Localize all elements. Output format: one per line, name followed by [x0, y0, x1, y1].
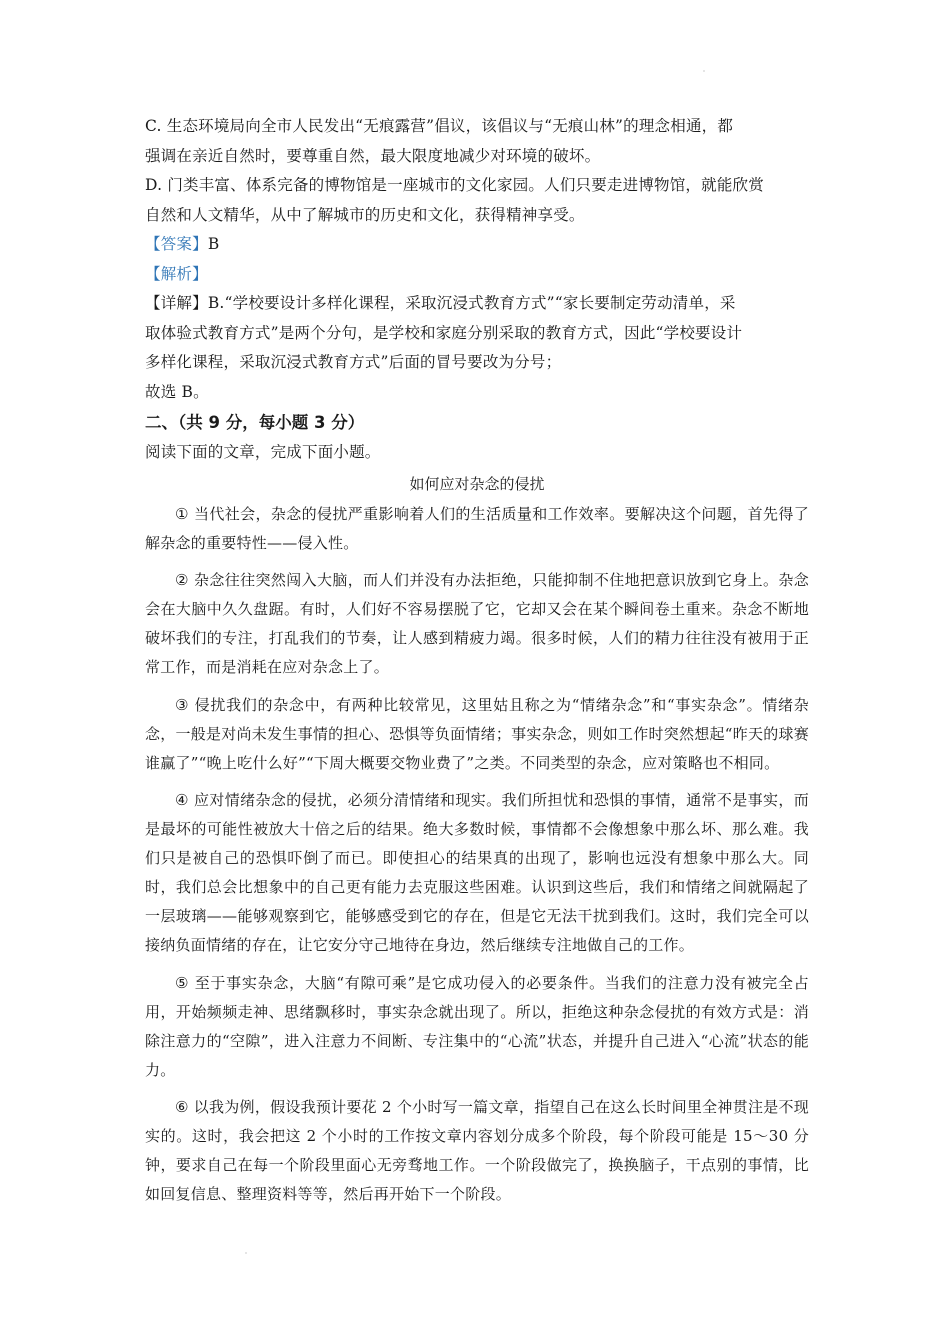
article-paragraph-5	[145, 969, 809, 1085]
section-heading: 二、（共 9 分，每小题 3 分）	[145, 413, 365, 432]
article-paragraph-3	[145, 691, 809, 778]
detail-conclusion: 故选 B。	[145, 382, 209, 401]
paragraph-number: ⑥	[175, 1098, 189, 1116]
article-title: 如何应对杂念的侵扰	[409, 474, 545, 493]
paragraph-text: 应对情绪杂念的侵扰，必须分清情绪和现实。我们所担忧和恐惧的事情，通常不是事实，而是最坏的可能性被放大十倍之后的结果。绝大多数时候，事情都不会像想象中那么坏、那么难。我们只是被自己的恐惧吓倒了而已。即使担心的结果真的出现了，影响也远没有想象中那么大。同时，我们总会比想象中的自己更有能力去克服这些困难。认识到这些后，我们和情绪之间就隔起了一层玻璃——能够观察到它，能够感受到它的存在，但是它无法干扰到我们。这时，我们完全可以接纳负面情绪的存在，让它安分守己地待在身边，然后继续专注地做自己的工作。	[145, 791, 809, 954]
paragraph-number: ②	[175, 571, 189, 589]
page-content	[145, 112, 809, 1218]
article-paragraph-1	[145, 500, 809, 558]
detail-tag: 【详解】	[145, 294, 208, 312]
detail-text-1: B.“学校要设计多样化课程，采取沉浸式教育方式”“家长要制定劳动清单，采	[207, 294, 736, 312]
paragraph-text: 至于事实杂念，大脑“有隙可乘”是它成功侵入的必要条件。当我们的注意力没有被完全占用，开始频频走神、思绪飘移时，事实杂念就出现了。所以，拒绝这种杂念侵扰的有效方式是：消除注意力的“空隙”，进入注意力不间断、专注集中的“心流”状态，并提升自己进入“心流”状态的能力。	[145, 973, 809, 1079]
detail-line2: 取体验式教育方式”是两个分句，是学校和家庭分别采取的教育方式，因此“学校要设计	[145, 323, 743, 342]
answer-tag: 【答案】	[145, 235, 208, 253]
paragraph-number: ④	[175, 791, 189, 809]
answer-line	[145, 230, 809, 260]
scan-dot-bottom	[245, 1252, 247, 1254]
analysis-tag: 【解析】	[145, 264, 208, 283]
article-paragraph-4	[145, 786, 809, 960]
paragraph-number: ①	[175, 504, 189, 523]
option-c-line1: C. 生态环境局向全市人民发出“无痕露营”倡议，该倡议与“无痕山林”的理念相通，都	[145, 117, 734, 135]
analysis-line	[145, 260, 809, 290]
paragraph-text: 侵扰我们的杂念中，有两种比较常见，这里姑且称之为“情绪杂念”和“事实杂念”。情绪杂念，一般是对尚未发生事情的担心、恐惧等负面情绪；事实杂念，则如工作时突然想起“昨天的球赛谁赢了”“晚上吃什么好”“下周大概要交物业费了”之类。不同类型的杂念，应对策略也不相同。	[145, 695, 810, 772]
article-paragraph-6	[145, 1093, 809, 1209]
answer-value: B	[207, 235, 220, 253]
section-instruction: 阅读下面的文章，完成下面小题。	[145, 443, 381, 461]
detail-line1	[145, 289, 809, 319]
scan-dot-top	[703, 70, 705, 72]
option-d-line2: 自然和人文精华，从中了解城市的历史和文化，获得精神享受。	[145, 205, 585, 224]
paragraph-number: ⑤	[175, 973, 190, 992]
paragraph-text: 当代社会，杂念的侵扰严重影响着人们的生活质量和工作效率。要解决这个问题，首先得了解杂念的重要特性——侵入性。	[145, 504, 809, 552]
paragraph-text: 以我为例，假设我预计要花 2 个小时写一篇文章，指望自己在这么长时间里全神贯注是不现实的。这时，我会把这 2 个小时的工作按文章内容划分成多个阶段，每个阶段可能是 15～30 分钟，要求自己在每一个阶段里面心无旁骛地工作。一个阶段做完了，换换脑子，干点别的事情，比如回复信息、整理资料等等，然后再开始下一个阶段。	[145, 1098, 809, 1203]
option-c-line2: 强调在亲近自然时，要尊重自然，最大限度地减少对环境的破坏。	[145, 146, 601, 165]
option-d-line1: D. 门类丰富、体系完备的博物馆是一座城市的文化家园。人们只要走进博物馆，就能欣赏	[145, 176, 764, 194]
detail-line3: 多样化课程，采取沉浸式教育方式”后面的冒号要改为分号；	[145, 353, 562, 371]
paragraph-number: ③	[175, 695, 190, 714]
paragraph-text: 杂念往往突然闯入大脑，而人们并没有办法拒绝，只能抑制不住地把意识放到它身上。杂念会在大脑中久久盘踞。有时，人们好不容易摆脱了它，它却又会在某个瞬间卷土重来。杂念不断地破坏我们的专注，打乱我们的节奏，让人感到精疲力竭。很多时候，人们的精力往往没有被用于正常工作，而是消耗在应对杂念上了。	[145, 571, 809, 676]
article-paragraph-2	[145, 566, 809, 682]
